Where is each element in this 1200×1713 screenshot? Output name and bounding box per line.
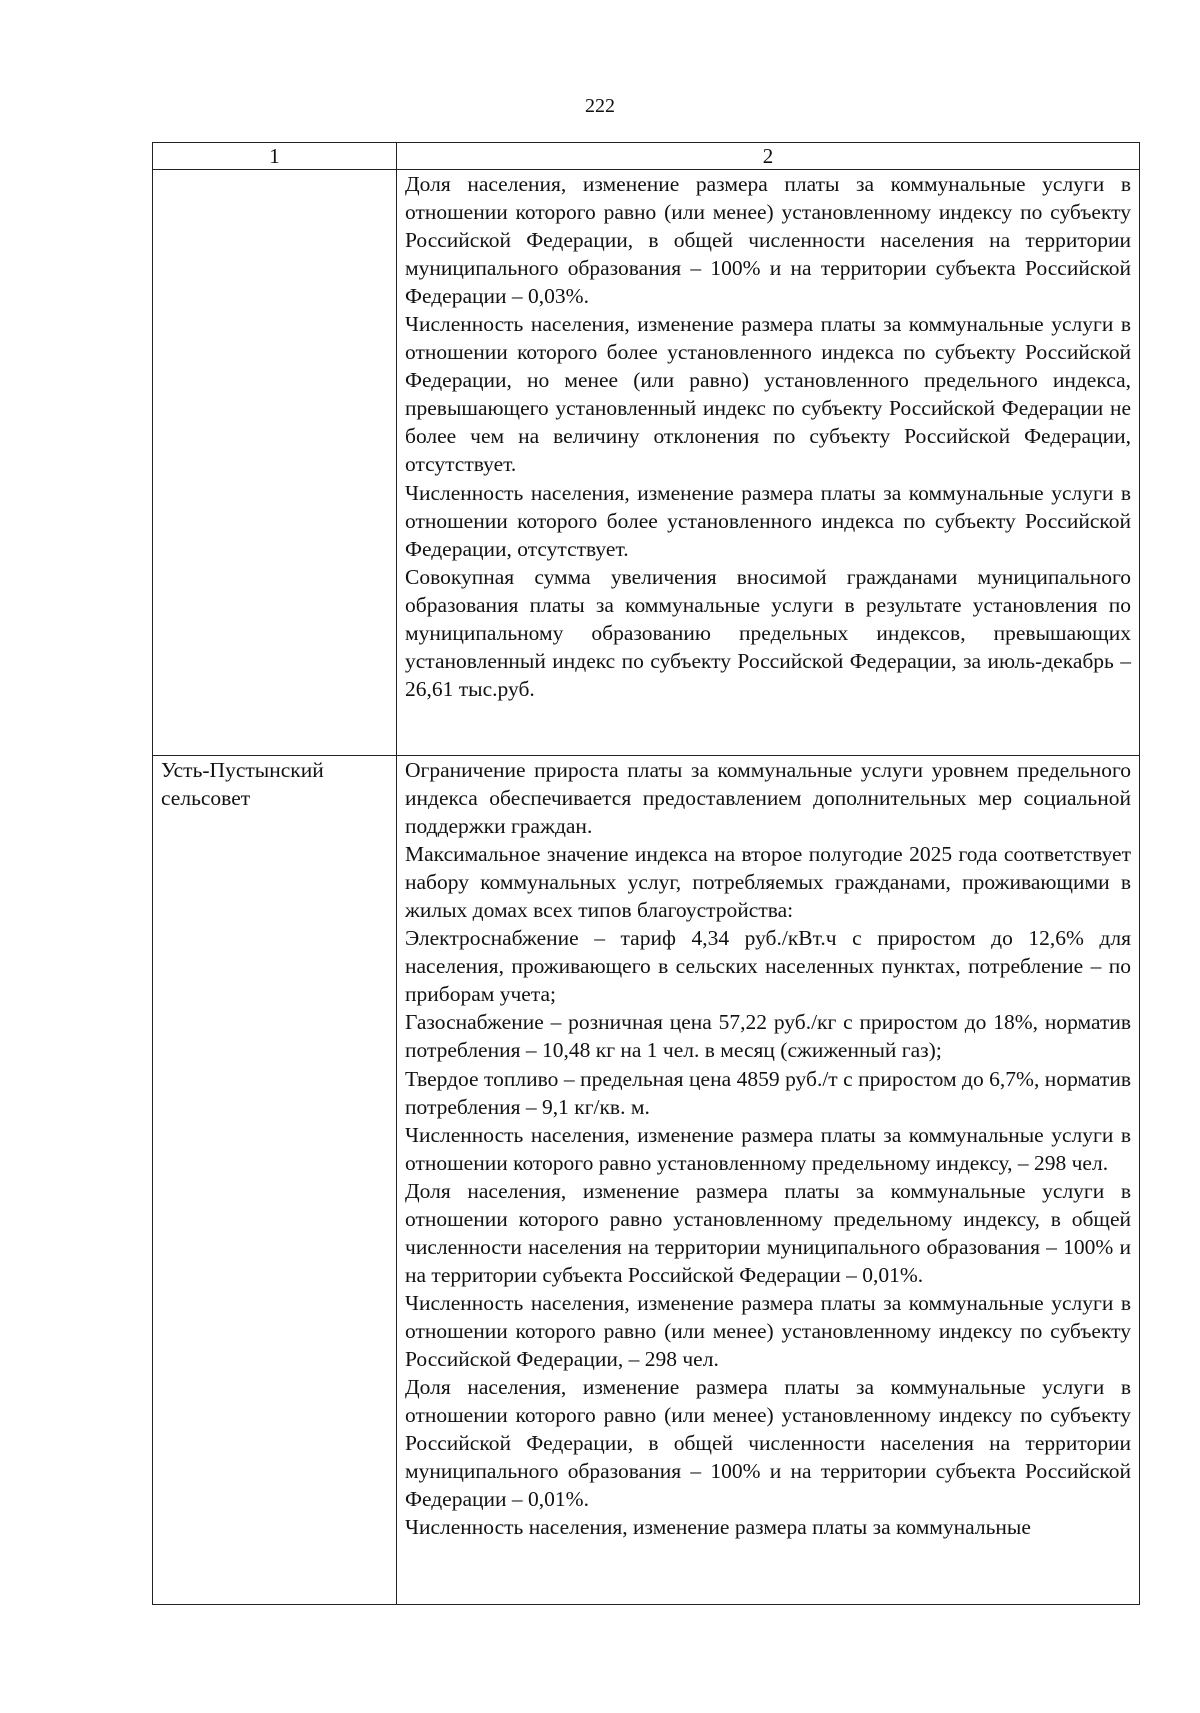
paragraph: Численность населения, изменение размера платы за коммунальные услуги в отношении которого более установленного индекса по субъекту Российской Федерации, но менее (или равно) установленного предельного индекса, превышающего установленный индекс по субъекту Российской Федерации не более чем на величину отклонения по субъекту Российской Федерации, отсутствует.: [405, 312, 1131, 477]
paragraph: Численность населения, изменение размера платы за коммунальные: [405, 1515, 1031, 1540]
municipality-cell: [153, 756, 397, 1605]
paragraph: Доля населения, изменение размера платы за коммунальные услуги в отношении которого равно (или менее) установленному индексу по субъекту Российской Федерации, в общей численности населения на территории муниципального образования – 100% и на территории субъекта Российской Федерации – 0,03%.: [405, 172, 1131, 309]
municipality-name-line: сельсовет: [161, 786, 251, 810]
paragraph: Максимальное значение индекса на второе полугодие 2025 года соответствует набору коммунальных услуг, потребляемых гражданами, проживающими в жилых домах всех типов благоустройства:: [405, 842, 1131, 923]
column-header-1: 1: [153, 143, 397, 170]
paragraph: Твердое топливо – предельная цена 4859 руб./т с приростом до 6,7%, норматив потребления – 9,1 кг/кв. м.: [405, 1066, 1131, 1119]
paragraph: Совокупная сумма увеличения вносимой гражданами муниципального образования платы за коммунальные услуги в результате установления по муниципальному образованию предельных индексов, превышающих установленный индекс по субъекту Российской Федерации, за июль-декабрь – 26,61 тыс.руб.: [405, 564, 1131, 701]
paragraph: Электроснабжение – тариф 4,34 руб./кВт.ч с приростом до 12,6% для населения, проживающего в сельских населенных пунктах, потребление – по приборам учета;: [405, 926, 1131, 1007]
paragraph: Численность населения, изменение размера платы за коммунальные услуги в отношении которого равно (или менее) установленному индексу по субъекту Российской Федерации, – 298 чел.: [405, 1290, 1131, 1371]
municipality-name-line: Усть-Пустынский: [161, 758, 324, 782]
paragraph: Численность населения, изменение размера платы за коммунальные услуги в отношении которого равно установленному предельному индексу, – 298 чел.: [405, 1122, 1131, 1175]
description-cell: [397, 170, 1140, 756]
column-header-2: 2: [397, 143, 1140, 170]
paragraph: Доля населения, изменение размера платы за коммунальные услуги в отношении которого равно (или менее) установленному индексу по субъекту Российской Федерации, в общей численности населения на территории муниципального образования – 100% и на территории субъекта Российской Федерации – 0,01%.: [405, 1375, 1131, 1512]
paragraph: Ограничение прироста платы за коммунальные услуги уровнем предельного индекса обеспечивается предоставлением дополнительных мер социальной поддержки граждан.: [405, 758, 1131, 839]
document-table: [152, 142, 1140, 1605]
paragraph: Численность населения, изменение размера платы за коммунальные услуги в отношении которого более установленного индекса по субъекту Российской Федерации, отсутствует.: [405, 480, 1131, 561]
page-number: 222: [585, 95, 615, 117]
table-row: [153, 170, 1140, 756]
paragraph: Доля населения, изменение размера платы за коммунальные услуги в отношении которого равно установленному предельному индексу, в общей численности населения на территории муниципального образования – 100% и на территории субъекта Российской Федерации – 0,01%.: [405, 1178, 1131, 1287]
description-cell: [397, 756, 1140, 1605]
table-row: [153, 756, 1140, 1605]
table-header-row: [153, 143, 1140, 170]
municipality-cell: [153, 170, 397, 756]
paragraph: Газоснабжение – розничная цена 57,22 руб./кг с приростом до 18%, норматив потребления – 10,48 кг на 1 чел. в месяц (сжиженный газ);: [405, 1010, 1131, 1063]
